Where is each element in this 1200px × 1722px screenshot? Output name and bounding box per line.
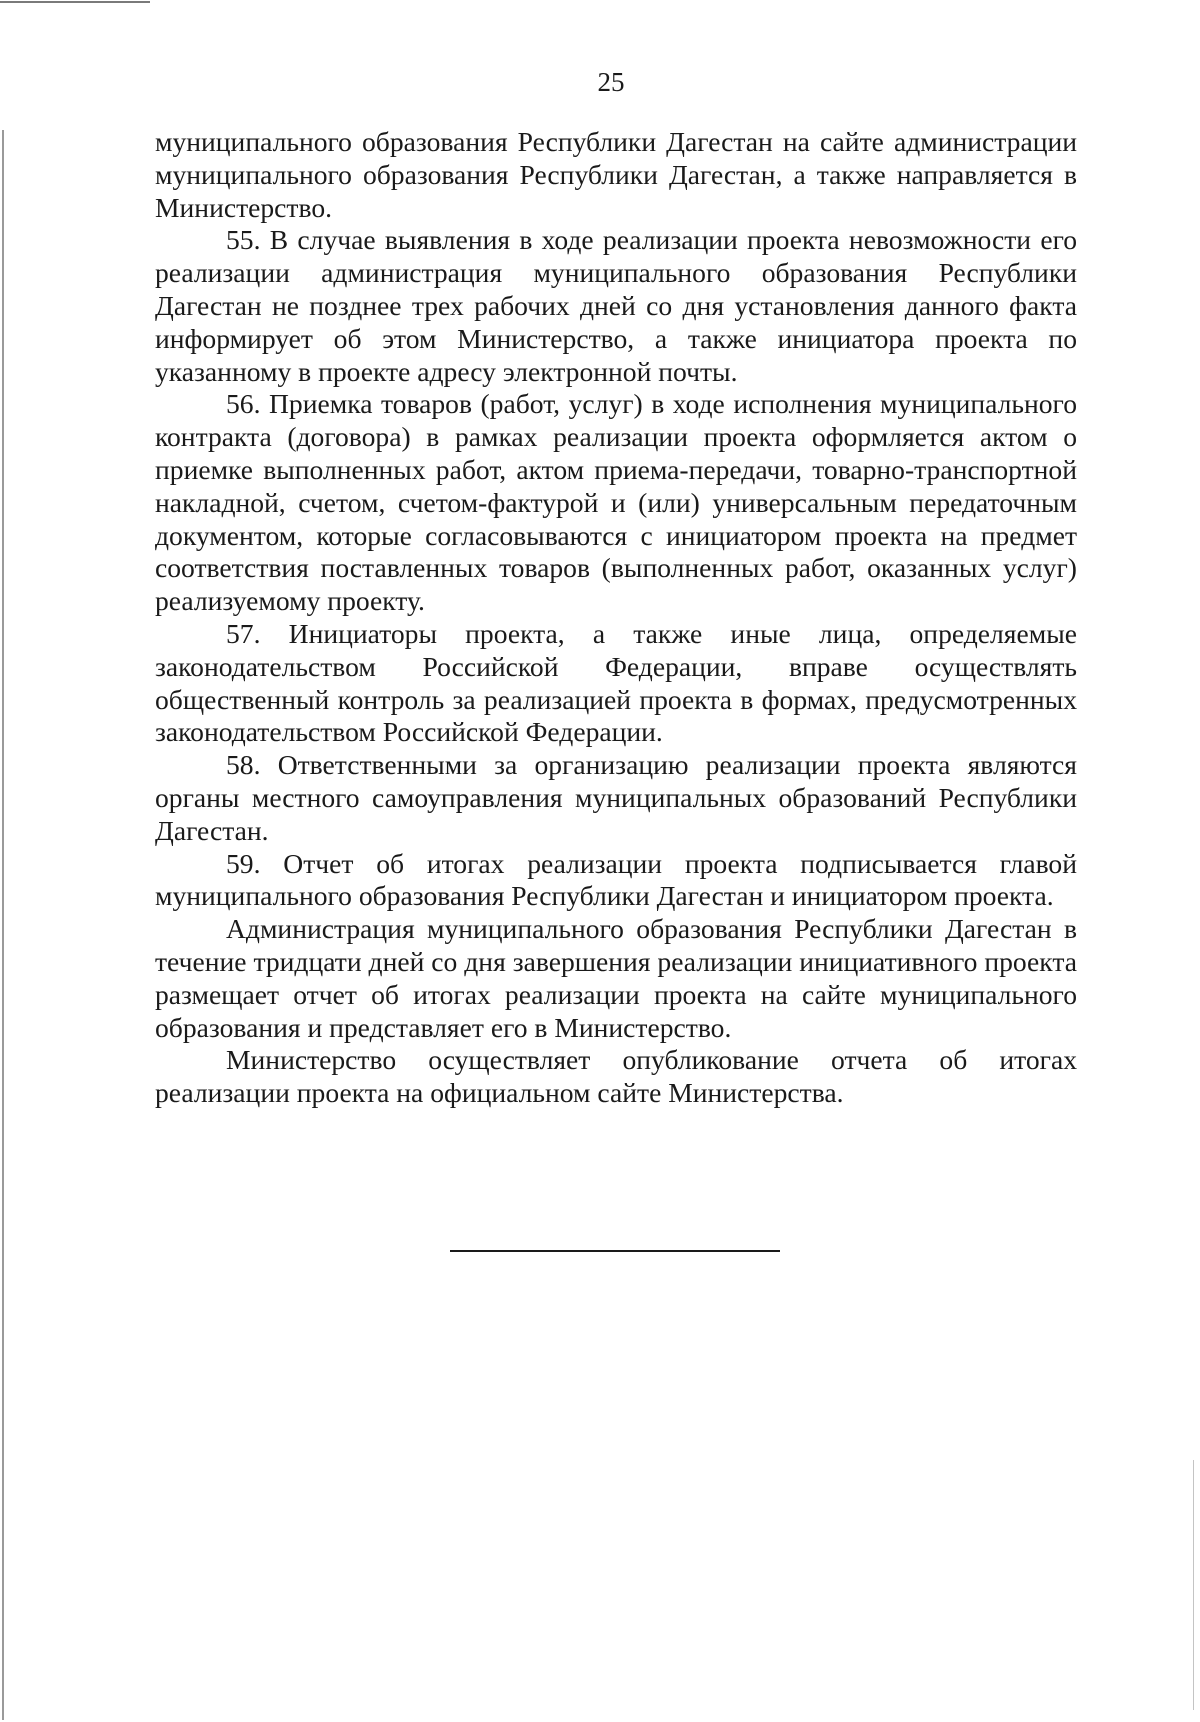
end-of-document-rule — [450, 1250, 780, 1252]
paragraph-57: 57. Инициаторы проекта, а также иные лица, определяемые законодательством Российской Федерации, вправе осуществлять общественный контроль за реализацией проекта в формах, предусмотренных законодательством Российской Федерации. — [155, 617, 1077, 748]
scan-edge-mark — [0, 1, 150, 3]
paragraph-ministry-publication: Министерство осуществляет опубликование отчета об итогах реализации проекта на официальном сайте Министерства. — [155, 1044, 1077, 1109]
page-number: 25 — [597, 67, 625, 97]
paragraph-55: 55. В случае выявления в ходе реализации проекта невозможности его реализации администрация муниципального образования Республики Дагестан не позднее трех рабочих дней со дня установления данного факта информирует об этом Министерство, а также инициатора проекта по указанному в проекте адресу электронной почты. — [155, 224, 1077, 387]
scan-edge-mark — [2, 130, 4, 1720]
paragraph-continued: муниципального образования Республики Дагестан на сайте администрации муниципального образования Республики Дагестан, а также направляется в Министерство. — [155, 126, 1077, 223]
paragraph-56: 56. Приемка товаров (работ, услуг) в ходе исполнения муниципального контракта (договора) в рамках реализации проекта оформляется актом о приемке выполненных работ, актом приема-передачи, товарно-транспортной накладной, счетом, счетом-фактурой и (или) универсальным передаточным документом, которые согласовываются с инициатором проекта на предмет соответствия поставленных товаров (выполненных работ, оказанных услуг) реализуемому проекту. — [155, 388, 1077, 617]
paragraph-58: 58. Ответственными за организацию реализации проекта являются органы местного самоуправления муниципальных образований Республики Дагестан. — [155, 749, 1077, 846]
scan-edge-mark — [1193, 1460, 1194, 1710]
document-body — [155, 126, 1077, 1110]
paragraph-59: 59. Отчет об итогах реализации проекта подписывается главой муниципального образования Республики Дагестан и инициатором проекта. — [155, 847, 1077, 912]
paragraph-administration-report: Администрация муниципального образования Республики Дагестан в течение тридцати дней со дня завершения реализации инициативного проекта размещает отчет об итогах реализации проекта на сайте муниципального образования и представляет его в Министерство. — [155, 913, 1077, 1043]
